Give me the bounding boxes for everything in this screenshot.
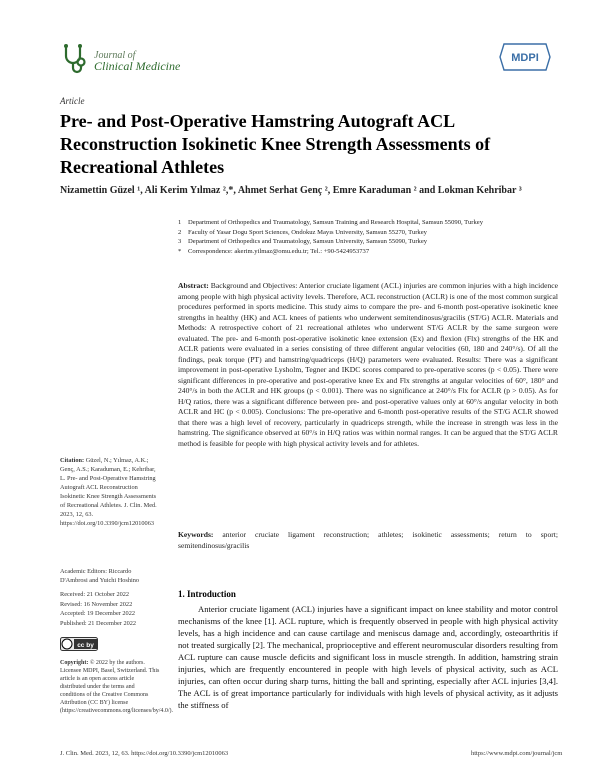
citation bbox=[60, 456, 160, 528]
cc-by-label: cc by bbox=[77, 641, 94, 649]
correspondence-text: Correspondence: akerim.yilmaz@omu.edu.tr; Tel.: +90-5424953737 bbox=[188, 247, 370, 255]
affiliation-item bbox=[178, 237, 558, 247]
copyright-text: © 2022 by the authors. Licensee MDPI, Basel, Switzerland. This article is an open access article distributed under the terms and conditions of the Creative Commons Attribution (CC BY) license (https://creativecommons.org/licenses/by/4.0/). bbox=[60, 660, 174, 714]
published-date: Published: 21 December 2022 bbox=[60, 619, 137, 627]
affiliation-number: 2 bbox=[178, 228, 182, 236]
author-list: Nizamettin Güzel ¹, Ali Kerim Yılmaz ²,*, Ahmet Serhat Genç ², Emre Karaduman ² and Lokman Kehribar ³ bbox=[60, 185, 522, 196]
introduction-paragraph: Anterior cruciate ligament (ACL) injuries have a significant impact on knee stability and motor control mechanisms of the knee [1]. ACL rupture, which is frequently observed in people with high physical activity levels, has a high incidence and can cause cartilage and meniscus damage and, accordingly, osteoarthritis if not treated surgically [2]. The mechanical, proprioceptive and efferent neuromuscular disorders resulting from ACL rupture can cause muscle deficits and significant loss in muscle strength. In addition, hamstring strain injuries, which are frequently encountered in people with high levels of physical activity, such as ACL injuries, can often occur during sharp turns, hitting the ball and sprinting, especially after ACL injuries [3,4]. The ACL is of great importance particularly for individuals with high levels of physical activity, as it adjusts the stiffness of bbox=[178, 604, 558, 710]
accepted-date: Accepted: 19 December 2022 bbox=[60, 610, 136, 618]
citation-text: Güzel, N.; Yılmaz, A.K.; Genç, A.S.; Karaduman, E.; Kehribar, L. Pre- and Post-Operative Hamstring Autograft ACL Reconstruction Isokinetic Knee Strength Assessments of Recreational Athletes. J. Clin. Med. 2023, 12, 63. https://doi.org/10.3390/jcm12010063 bbox=[60, 457, 157, 527]
article-title: Pre- and Post-Operative Hamstring Autograft ACL Reconstruction Isokinetic Knee Strength Assessments of Recreational Athletes bbox=[60, 111, 491, 177]
affiliation-text: Department of Orthopedics and Traumatology, Samsun University, Samsun 55090, Turkey bbox=[188, 238, 428, 245]
mdpi-logo-icon bbox=[498, 42, 552, 72]
footer-citation[interactable]: J. Clin. Med. 2023, 12, 63. https://doi.org/10.3390/jcm12010063 bbox=[60, 750, 229, 757]
received-date: Received: 21 October 2022 bbox=[60, 591, 130, 598]
journal-name-line1: Journal of bbox=[94, 50, 136, 61]
affiliation-number: * bbox=[178, 247, 182, 255]
footer-journal-url[interactable]: https://www.mdpi.com/journal/jcm bbox=[471, 750, 563, 757]
affiliation-number: 1 bbox=[178, 219, 182, 226]
journal-name-line2: Clinical Medicine bbox=[94, 59, 181, 73]
journal-logo-icon bbox=[60, 42, 90, 74]
keywords-label: Keywords: bbox=[178, 530, 214, 539]
section-heading: 1. Introduction bbox=[178, 589, 236, 599]
article-type: Article bbox=[60, 96, 85, 106]
abstract-label: Abstract: bbox=[178, 281, 209, 290]
affiliation-number: 3 bbox=[178, 238, 182, 245]
publication-dates bbox=[60, 590, 160, 628]
copyright bbox=[60, 659, 174, 715]
journal-name bbox=[94, 50, 180, 72]
affiliation-text: Faculty of Yasar Dogu Sport Sciences, Ondokuz Mayıs University, Samsun 55270, Turkey bbox=[188, 228, 427, 236]
keywords-text: anterior cruciate ligament reconstruction; athletes; isokinetic assessments; return to sport; semitendinosus/gracilis bbox=[178, 530, 558, 550]
affiliation-item bbox=[178, 218, 558, 228]
abstract bbox=[178, 281, 558, 449]
copyright-label: Copyright: bbox=[60, 660, 89, 666]
mdpi-logo-text: MDPI bbox=[511, 52, 539, 64]
affiliation-text: Department of Orthopedics and Traumatology, Samsun Training and Research Hospital, Samsun 55090, Turkey bbox=[188, 219, 483, 226]
affiliations bbox=[178, 218, 558, 256]
abstract-text: Background and Objectives: Anterior cruciate ligament (ACL) injuries are common injuries with a high incidence among people with high physical activity levels. Therefore, ACL reconstruction (ACLR) is one of the most common surgical procedures performed in sports medicine. This study aims to compare the pre- and 6-month post-operative isokinetic knee strengths in healthy (HK) and ACL knees of patients who underwent semitendinosus/gracilis (ST/G) ACLR. Materials and Methods: A retrospective cohort of 21 recreational athletes who underwent ST/G ACLR by the same surgeon were evaluated. The pre- and 6-month post-operative isokinetic knee extension (Ex) and flexion (Flx) strengths of the HK and ACLR patients were evaluated in a series consisting of three different angular velocities (60, 180 and 240°/s). Of all the findings, peak torque (PT) and hamstring/quadriceps (H/Q) parameters were evaluated. Results: There was a significant improvement in post-operative Lysholm, Tegner and IKDC scores compared to pre-operative scores (p < 0.05). There were significant differences in pre-operative and post-operative knee Ex and Flx strengths at angular velocities of 60°, 180° and 240°/s in both the ACLR and HK groups (p < 0.001). There was no significance at 240°/s Flx for ACLR (p > 0.05). As for H/Q ratios, there was a significant difference between pre- and post-operative values only at 60°/s angular velocity in both ACLR and HC (p < 0.005). Conclusions: The pre-operative and 6-month post-operative results of the ST/G ACLR showed that there was a high level of recovery, particularly in quadriceps strength, while the increase in strength was less in the hamstring. The significance observed at 60°/s in H/Q ratios was within normal ranges. It can be argued that the ST/G ACLR method is feasible for people with high physical activity levels and for athletes. bbox=[178, 281, 558, 448]
keywords bbox=[178, 530, 558, 551]
citation-label: Citation: bbox=[60, 457, 85, 464]
cc-by-license-icon[interactable] bbox=[60, 637, 98, 651]
revised-date: Revised: 16 November 2022 bbox=[60, 600, 133, 608]
correspondence bbox=[178, 247, 558, 257]
affiliation-item bbox=[178, 228, 558, 238]
academic-editors: Academic Editors: Riccardo D'Ambrosi and Yuichi Hoshino bbox=[60, 568, 140, 584]
